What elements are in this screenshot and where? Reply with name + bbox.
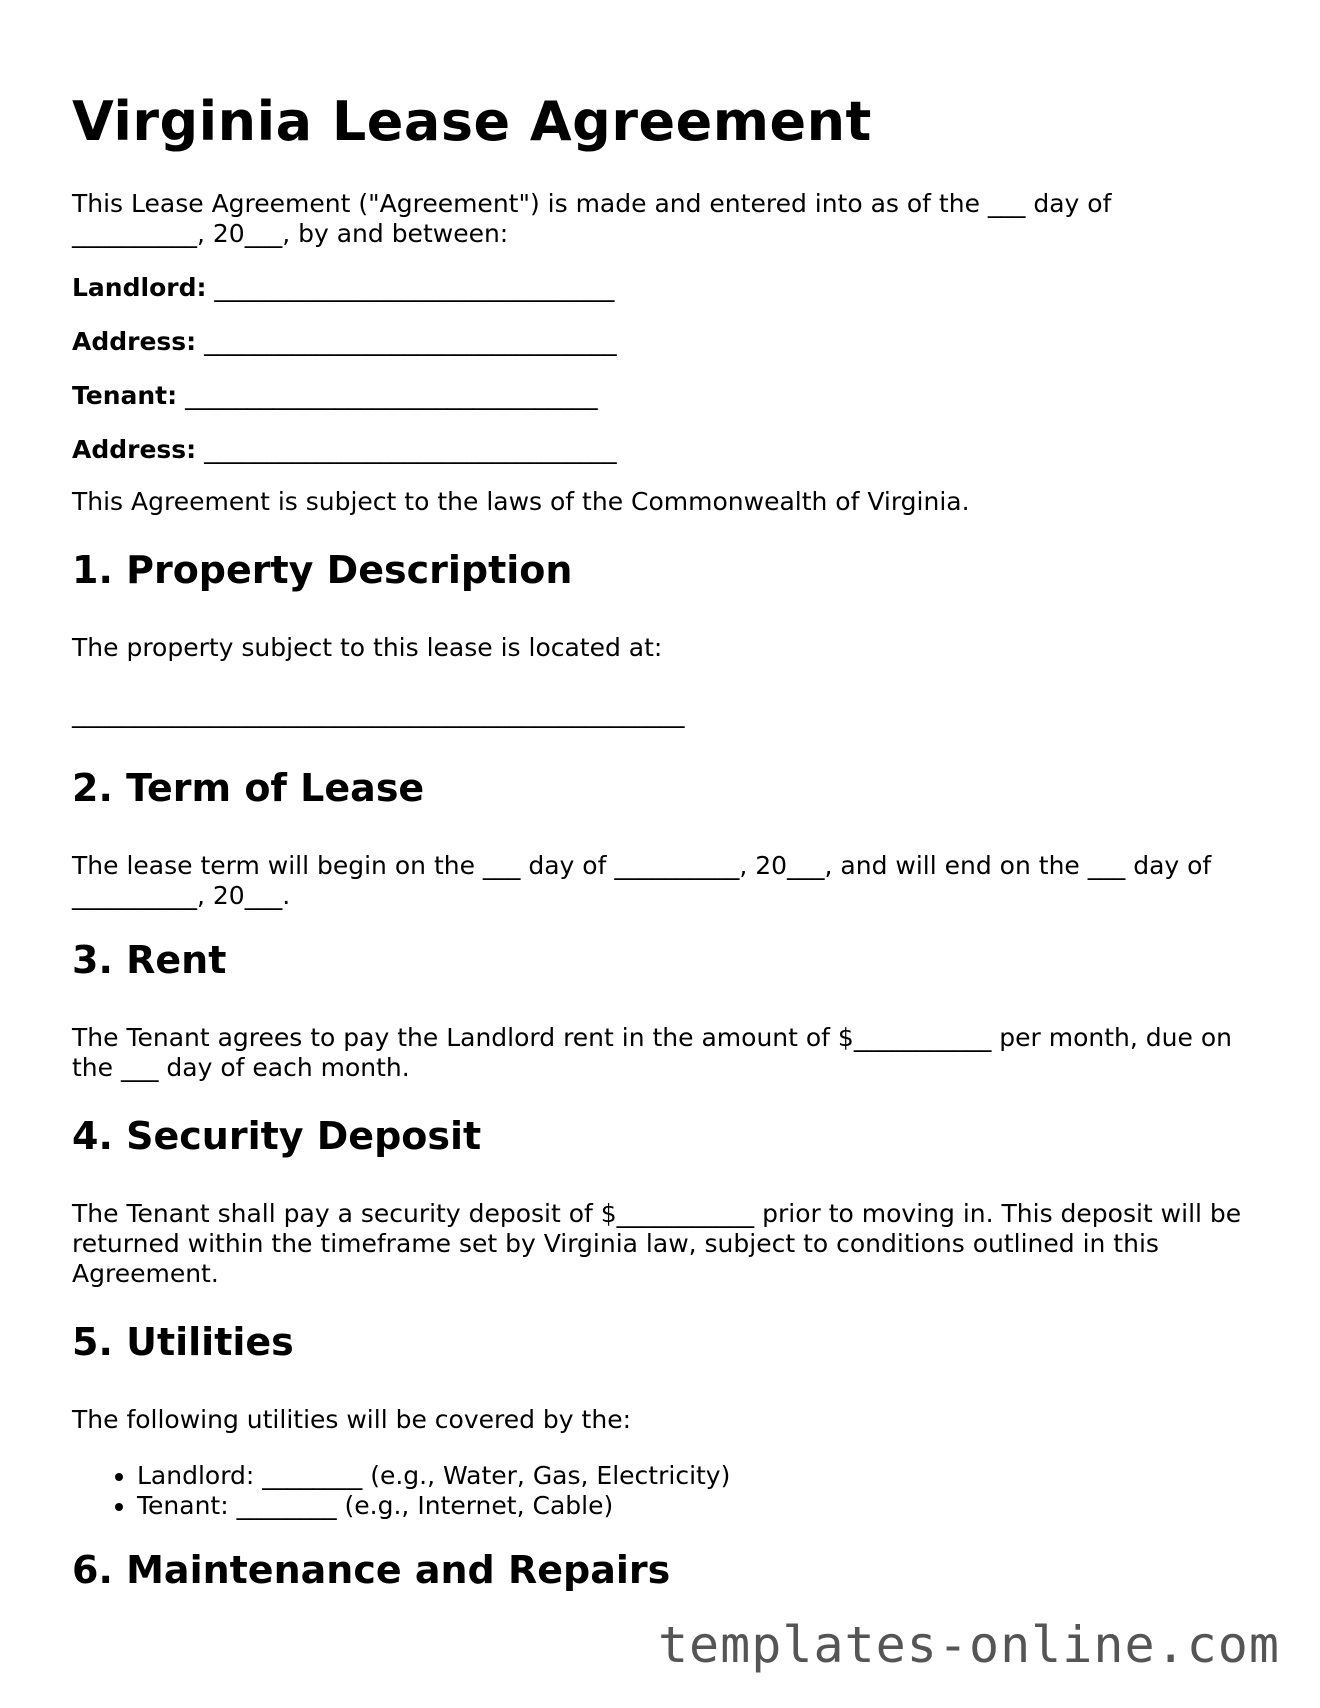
rent-text: The Tenant agrees to pay the Landlord rent in the amount of $___________ per month, due on the ___ day of each month. — [72, 1023, 1232, 1082]
list-item: • Tenant: ________ (e.g., Internet, Cable) — [137, 1491, 1252, 1521]
intro-paragraph: This Lease Agreement ("Agreement") is made and entered into as of the ___ day of __________, 20___, by and between: — [72, 189, 1112, 248]
landlord-address-blank: _________________________________ — [204, 327, 617, 356]
list-item: • Landlord: ________ (e.g., Water, Gas, Electricity) — [137, 1461, 1252, 1491]
section-heading-property: 1. Property Description — [72, 548, 573, 592]
landlord-address-label: Address: — [72, 327, 197, 356]
tenant-blank: _________________________________ — [185, 381, 598, 410]
governing-law-text: This Agreement is subject to the laws of the Commonwealth of Virginia. — [72, 487, 970, 516]
deposit-text: The Tenant shall pay a security deposit of $___________ prior to moving in. This deposit will be returned within the timeframe set by Virginia law, subject to conditions outlined in this Agreement. — [72, 1199, 1242, 1288]
tenant-address-field — [72, 435, 1252, 465]
landlord-field — [72, 273, 1252, 303]
section-heading-term: 2. Term of Lease — [72, 766, 425, 810]
tenant-address-blank: _________________________________ — [204, 435, 617, 464]
landlord-address-field — [72, 327, 1252, 357]
tenant-address-label: Address: — [72, 435, 197, 464]
watermark: templates-online.com — [657, 1616, 1280, 1674]
term-text: The lease term will begin on the ___ day of __________, 20___, and will end on the ___ day of __________, 20___. — [72, 851, 1212, 910]
document-title: Virginia Lease Agreement — [72, 90, 872, 153]
section-heading-deposit: 4. Security Deposit — [72, 1114, 482, 1158]
tenant-field — [72, 381, 1252, 411]
utilities-text: The following utilities will be covered by the: — [72, 1405, 631, 1434]
tenant-label: Tenant: — [72, 381, 178, 410]
property-text: The property subject to this lease is located at: — [72, 633, 663, 662]
landlord-blank: ________________________________ — [214, 273, 615, 302]
landlord-label: Landlord: — [72, 273, 207, 302]
utilities-list — [72, 1461, 1252, 1521]
document-page — [72, 0, 1252, 1593]
section-heading-rent: 3. Rent — [72, 938, 227, 982]
section-heading-maintenance: 6. Maintenance and Repairs — [72, 1548, 671, 1592]
property-address-blank: _________________________________________________ — [72, 699, 685, 728]
section-heading-utilities: 5. Utilities — [72, 1320, 294, 1364]
